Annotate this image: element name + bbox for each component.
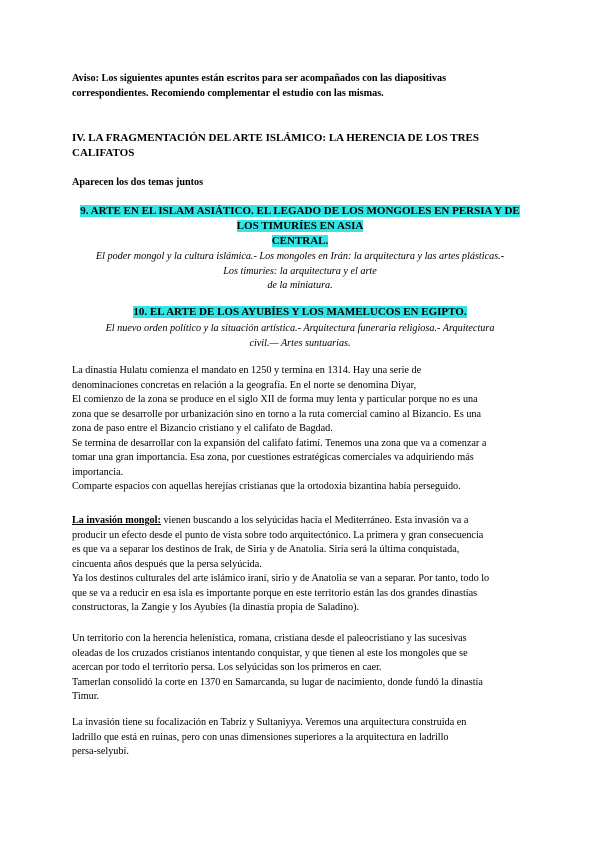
topic-9-title-line: LOS TIMURÍES EN ASIA bbox=[236, 220, 364, 232]
paragraph-line: Comparte espacios con aquellas herejías cristianas que la ortodoxia bizantina había perseguido. bbox=[72, 481, 461, 492]
topic-9-desc-line: Los timuríes: la arquitectura y el arte bbox=[223, 265, 377, 277]
topic-10-desc-line: El nuevo orden político y la situación artística.- Arquitectura funeraria religiosa.- Arquitectura bbox=[105, 323, 495, 334]
paragraph-line: Un territorio con la herencia helenística, romana, cristiana desde el paleocristiano y las sucesivas bbox=[72, 633, 467, 644]
paragraph-line: importancia. bbox=[72, 466, 124, 478]
paragraph-line: zona que se desarrolle por urbanización sino en torno a la ruta comercial camino al Bizancio. Es una bbox=[72, 408, 482, 420]
paragraph-1 bbox=[72, 364, 528, 495]
subtitle-text: Aparecen los dos temas juntos bbox=[72, 177, 204, 188]
subtitle bbox=[72, 176, 528, 191]
paragraph-line: oleadas de los cruzados cristianos intentando conquistar, y que tienen al este los mongoles que se bbox=[72, 647, 468, 659]
paragraph-line: persa-selyubí. bbox=[72, 746, 129, 757]
paragraph-line: Ya los destinos culturales del arte islámico iraní, sirio y de Anatolia se van a separar. Por tanto, todo lo bbox=[72, 573, 490, 584]
paragraph-line: La dinastía Hulatu comienza el mandato en 1250 y termina en 1314. Hay una serie de bbox=[72, 365, 422, 376]
paragraph-2 bbox=[72, 514, 528, 616]
invasion-lead: La invasión mongol: bbox=[72, 515, 161, 526]
topic-10-title-line: 10. EL ARTE DE LOS AYUBÍES Y LOS MAMELUCOS EN EGIPTO. bbox=[133, 306, 467, 318]
paragraph-line: Tamerlan consolidó la corte en 1370 en Samarcanda, su lugar de nacimiento, donde fundó la dinastía bbox=[72, 676, 483, 688]
paragraph-line-rest: vienen buscando a los selyúcidas hacia el Mediterráneo. Esta invasión va a bbox=[160, 515, 469, 526]
paragraph-line: La invasión tiene su focalización en Tabriz y Sultaniyya. Veremos una arquitectura construida en bbox=[72, 717, 467, 728]
paragraph-line: ladrillo que está en ruinas, pero con unas dimensiones superiores a la arquitectura en ladrillo bbox=[72, 731, 449, 743]
paragraph-line: cincuenta años después que la persa selyúcida. bbox=[72, 558, 262, 570]
paragraph-line: es que va a separar los destinos de Irak, de Siria y de Anatolia. Siria será la última conquistada, bbox=[72, 544, 460, 555]
notice-block bbox=[72, 72, 528, 101]
paragraph-3 bbox=[72, 632, 528, 705]
notice-line: correspondientes. Recomiendo complementar el estudio con las mismas. bbox=[72, 87, 384, 99]
topic-9-title-line: 9. ARTE EN EL ISLAM ASIÁTICO. EL LEGADO DE LOS MONGOLES EN PERSIA Y DE bbox=[80, 205, 520, 217]
topic-10-desc-line: civil.— Artes suntuarias. bbox=[249, 337, 351, 349]
section-title-line: CALIFATOS bbox=[72, 147, 135, 159]
paragraph-line: que se va a reducir en esa isla es importante porque en este territorio están las dos grandes dinastías bbox=[72, 587, 478, 599]
notice-line: Aviso: Los siguientes apuntes están escritos para ser acompañados con las diapositivas bbox=[72, 73, 447, 84]
topic-10-title bbox=[72, 305, 528, 320]
paragraph-line: acercan por todo el territorio persa. Los selyúcidas son los primeros en caer. bbox=[72, 662, 382, 673]
topic-10-description bbox=[72, 322, 528, 351]
paragraph-line: denominaciones concretas en relación a la geografía. En el norte se denomina Diyar, bbox=[72, 379, 417, 391]
paragraph-line: El comienzo de la zona se produce en el siglo XII de forma muy lenta y particular porque no es una bbox=[72, 394, 478, 405]
paragraph-4 bbox=[72, 716, 528, 760]
section-title-line: IV. LA FRAGMENTACIÓN DEL ARTE ISLÁMICO: LA HERENCIA DE LOS TRES bbox=[72, 132, 480, 144]
paragraph-line: producir un efecto desde el punto de vista sobre todo arquitectónico. La primera y gran consecuencia bbox=[72, 529, 484, 541]
topic-9-desc-line: El poder mongol y la cultura islámica.- Los mongoles en Irán: la arquitectura y las artes plásticas.- bbox=[95, 251, 505, 262]
section-title bbox=[72, 131, 528, 161]
paragraph-line bbox=[72, 514, 528, 529]
topic-9-title bbox=[72, 204, 528, 249]
topic-9-description bbox=[72, 250, 528, 294]
topic-9-desc-line: de la miniatura. bbox=[267, 280, 333, 291]
paragraph-line: tomar una gran importancia. Esa zona, por cuestiones estratégicas comerciales va adquiriendo más bbox=[72, 452, 474, 463]
paragraph-line: zona de paso entre el Bizancio cristiano y el califato de Bagdad. bbox=[72, 423, 333, 434]
topic-9-title-line: CENTRAL. bbox=[271, 235, 329, 247]
paragraph-line: Timur. bbox=[72, 691, 100, 702]
paragraph-line: Se termina de desarrollar con la expansión del califato fatimí. Tenemos una zona que va a comenzar a bbox=[72, 437, 487, 449]
paragraph-line: constructoras, la Zangie y los Ayubíes (la dinastía propia de Saladino). bbox=[72, 602, 360, 613]
